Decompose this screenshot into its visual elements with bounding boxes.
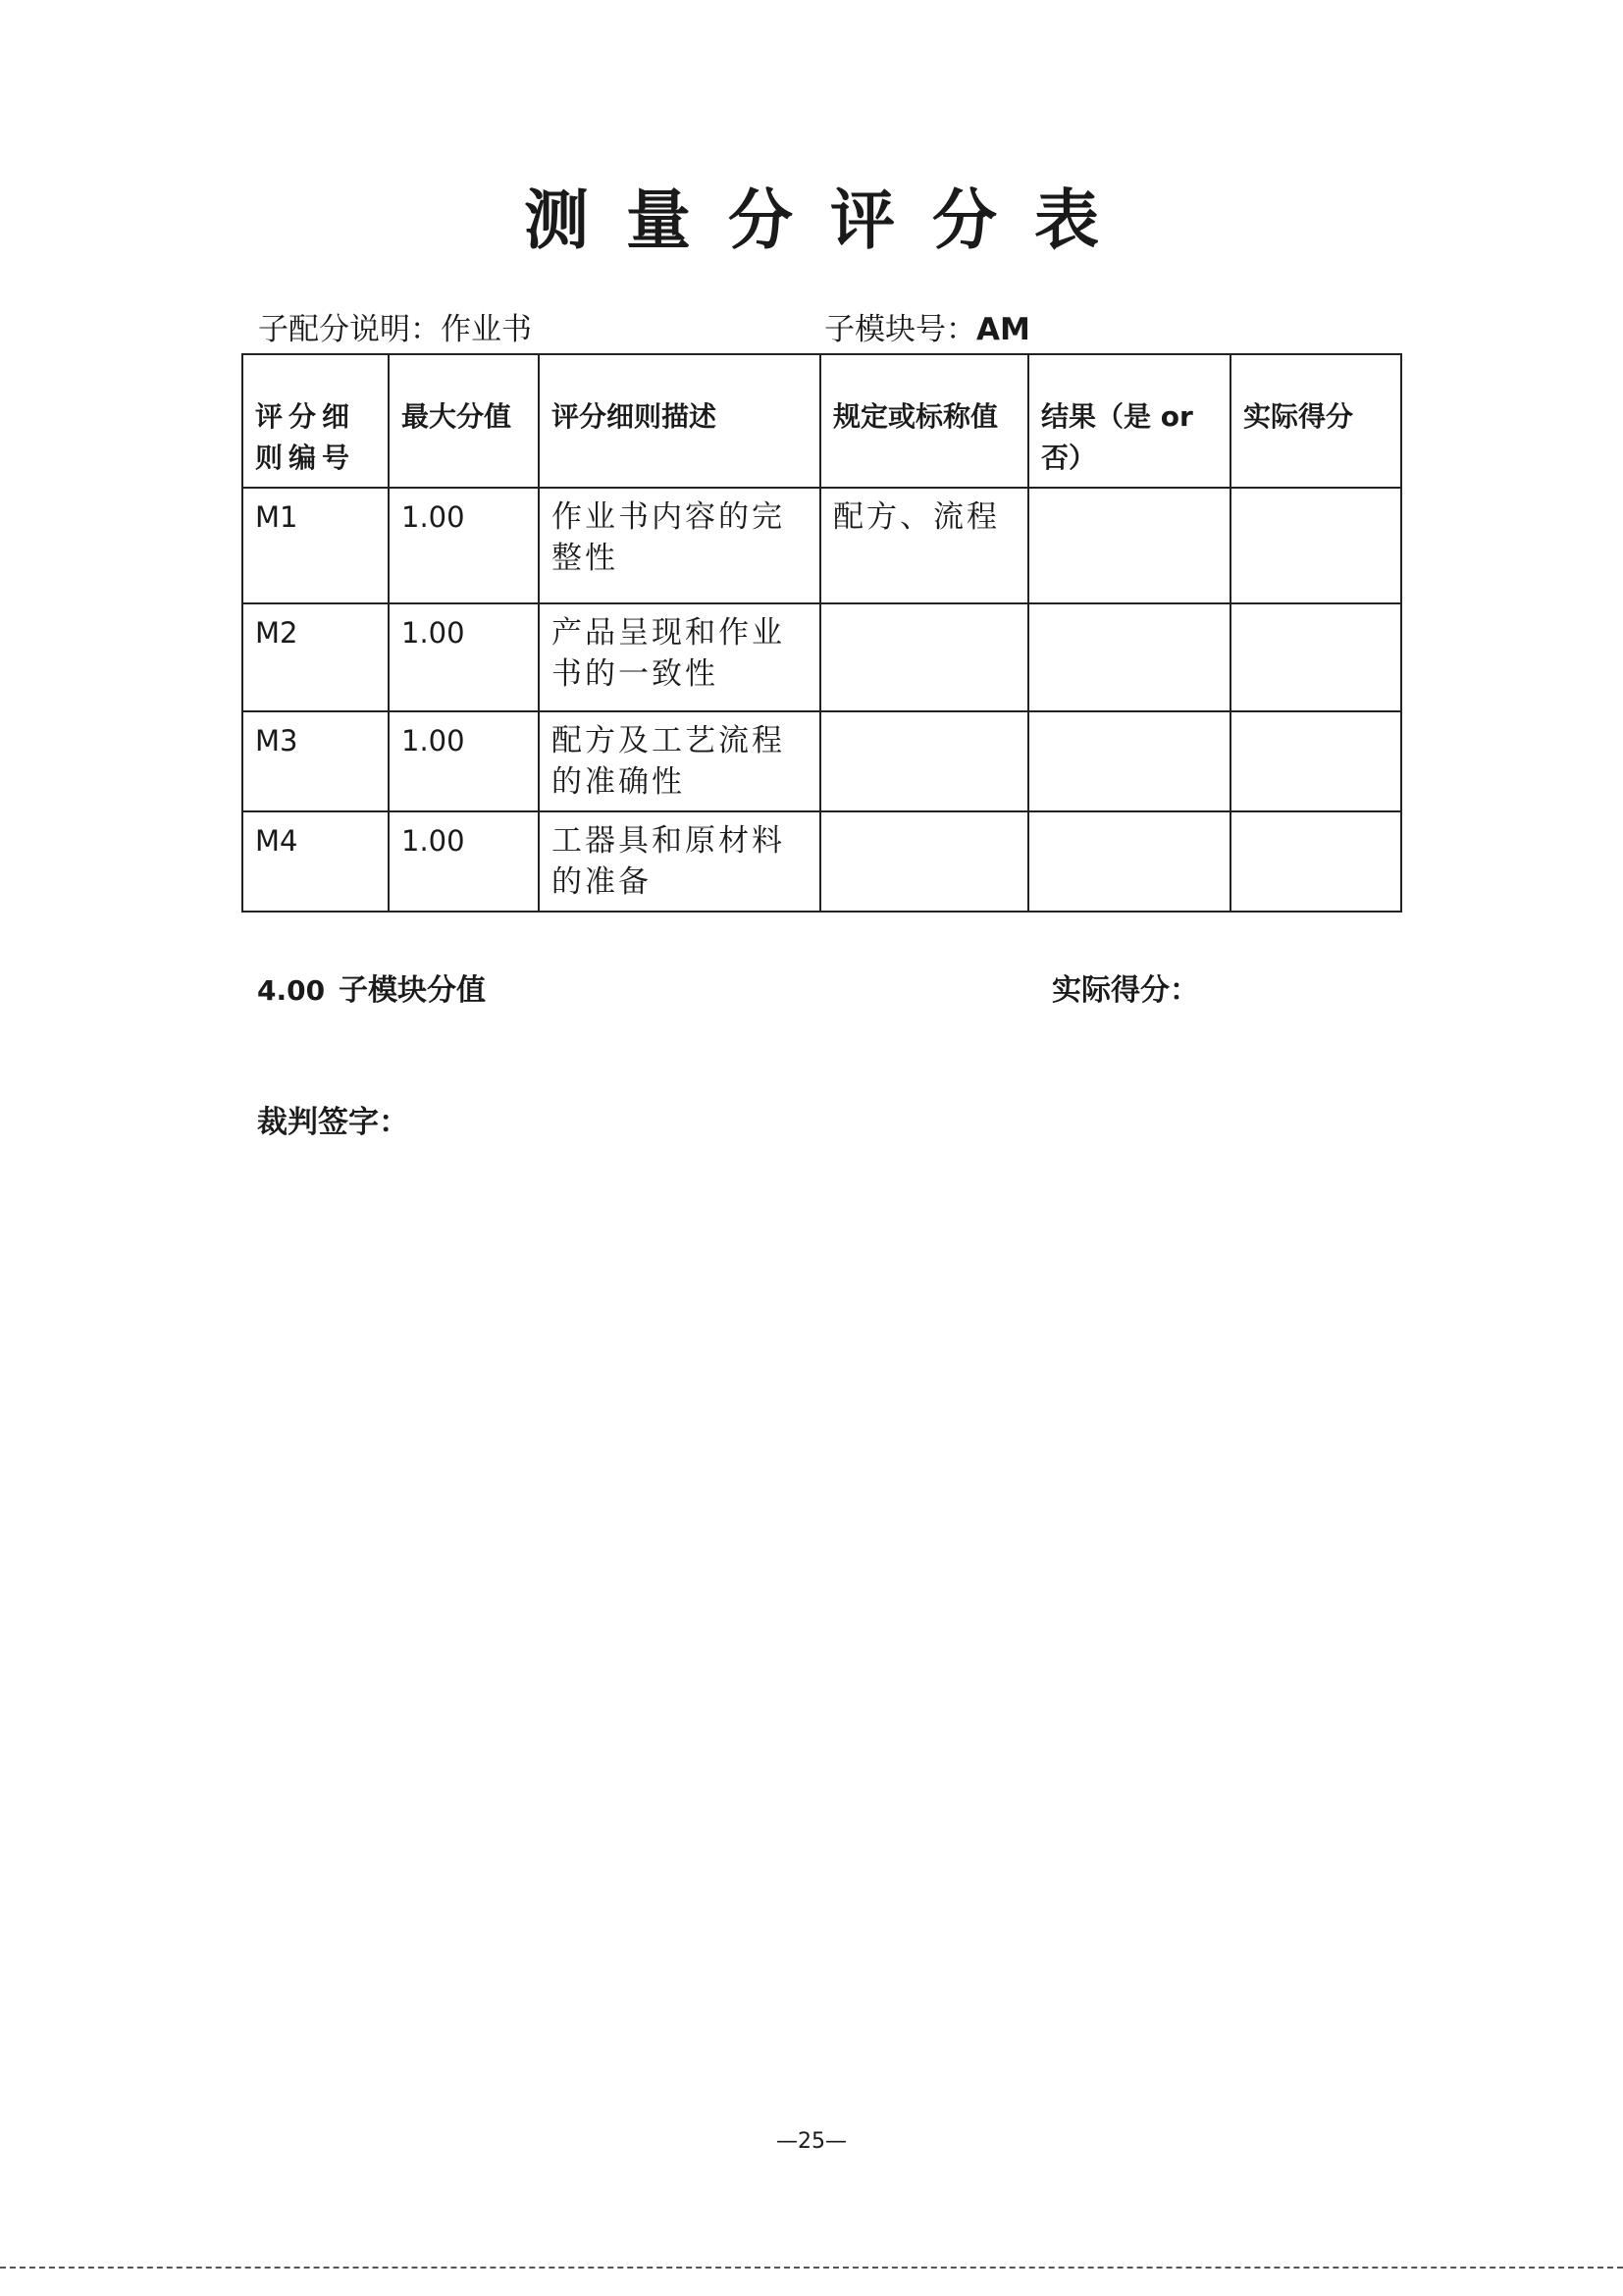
submodule-score-value: 4.00	[257, 974, 326, 1007]
cell-actual-score	[1230, 603, 1401, 711]
header-description: 评分细则描述	[539, 354, 820, 488]
cell-actual-score	[1230, 488, 1401, 603]
table-row	[242, 603, 1401, 711]
header-max-score: 最大分值	[389, 354, 539, 488]
page-title: 测量分评分表	[524, 183, 1136, 258]
header-item-id: 评分细则编号	[242, 354, 389, 488]
cell-max-score: 1.00	[389, 711, 539, 811]
cell-item-id: M4	[242, 811, 389, 912]
cell-actual-score	[1230, 711, 1401, 811]
table-header-row	[242, 354, 1401, 488]
cell-description: 产品呈现和作业书的一致性	[539, 603, 820, 711]
table-row	[242, 488, 1401, 603]
judge-signature-label: 裁判签字：	[257, 1105, 409, 1140]
header-actual-score: 实际得分	[1230, 354, 1401, 488]
score-table	[241, 353, 1402, 913]
cell-result	[1028, 488, 1230, 603]
cell-description: 配方及工艺流程的准确性	[539, 711, 820, 811]
module-label: 子模块号：	[824, 312, 976, 347]
cell-description: 工器具和原材料的准备	[539, 811, 820, 912]
actual-score-label: 实际得分：	[1052, 973, 1199, 1008]
cell-spec-value	[820, 711, 1028, 811]
cell-max-score: 1.00	[389, 603, 539, 711]
submodule-score-label: 子模块分值	[339, 973, 486, 1008]
cell-actual-score	[1230, 811, 1401, 912]
header-result: 结果（是 or 否）	[1028, 354, 1230, 488]
sub-description: 子配分说明：作业书	[258, 312, 532, 347]
cell-max-score: 1.00	[389, 488, 539, 603]
cell-spec-value	[820, 811, 1028, 912]
cell-description: 作业书内容的完整性	[539, 488, 820, 603]
cell-result	[1028, 811, 1230, 912]
page-number: —25—	[776, 2129, 847, 2154]
module-value: AM	[976, 312, 1030, 347]
cell-spec-value: 配方、流程	[820, 488, 1028, 603]
cell-result	[1028, 711, 1230, 811]
bottom-divider	[0, 2267, 1623, 2269]
header-spec-value: 规定或标称值	[820, 354, 1028, 488]
table-row	[242, 711, 1401, 811]
cell-max-score: 1.00	[389, 811, 539, 912]
module-number	[824, 306, 1030, 353]
cell-item-id: M1	[242, 488, 389, 603]
cell-result	[1028, 603, 1230, 711]
table-row	[242, 811, 1401, 912]
cell-item-id: M3	[242, 711, 389, 811]
cell-item-id: M2	[242, 603, 389, 711]
cell-spec-value	[820, 603, 1028, 711]
